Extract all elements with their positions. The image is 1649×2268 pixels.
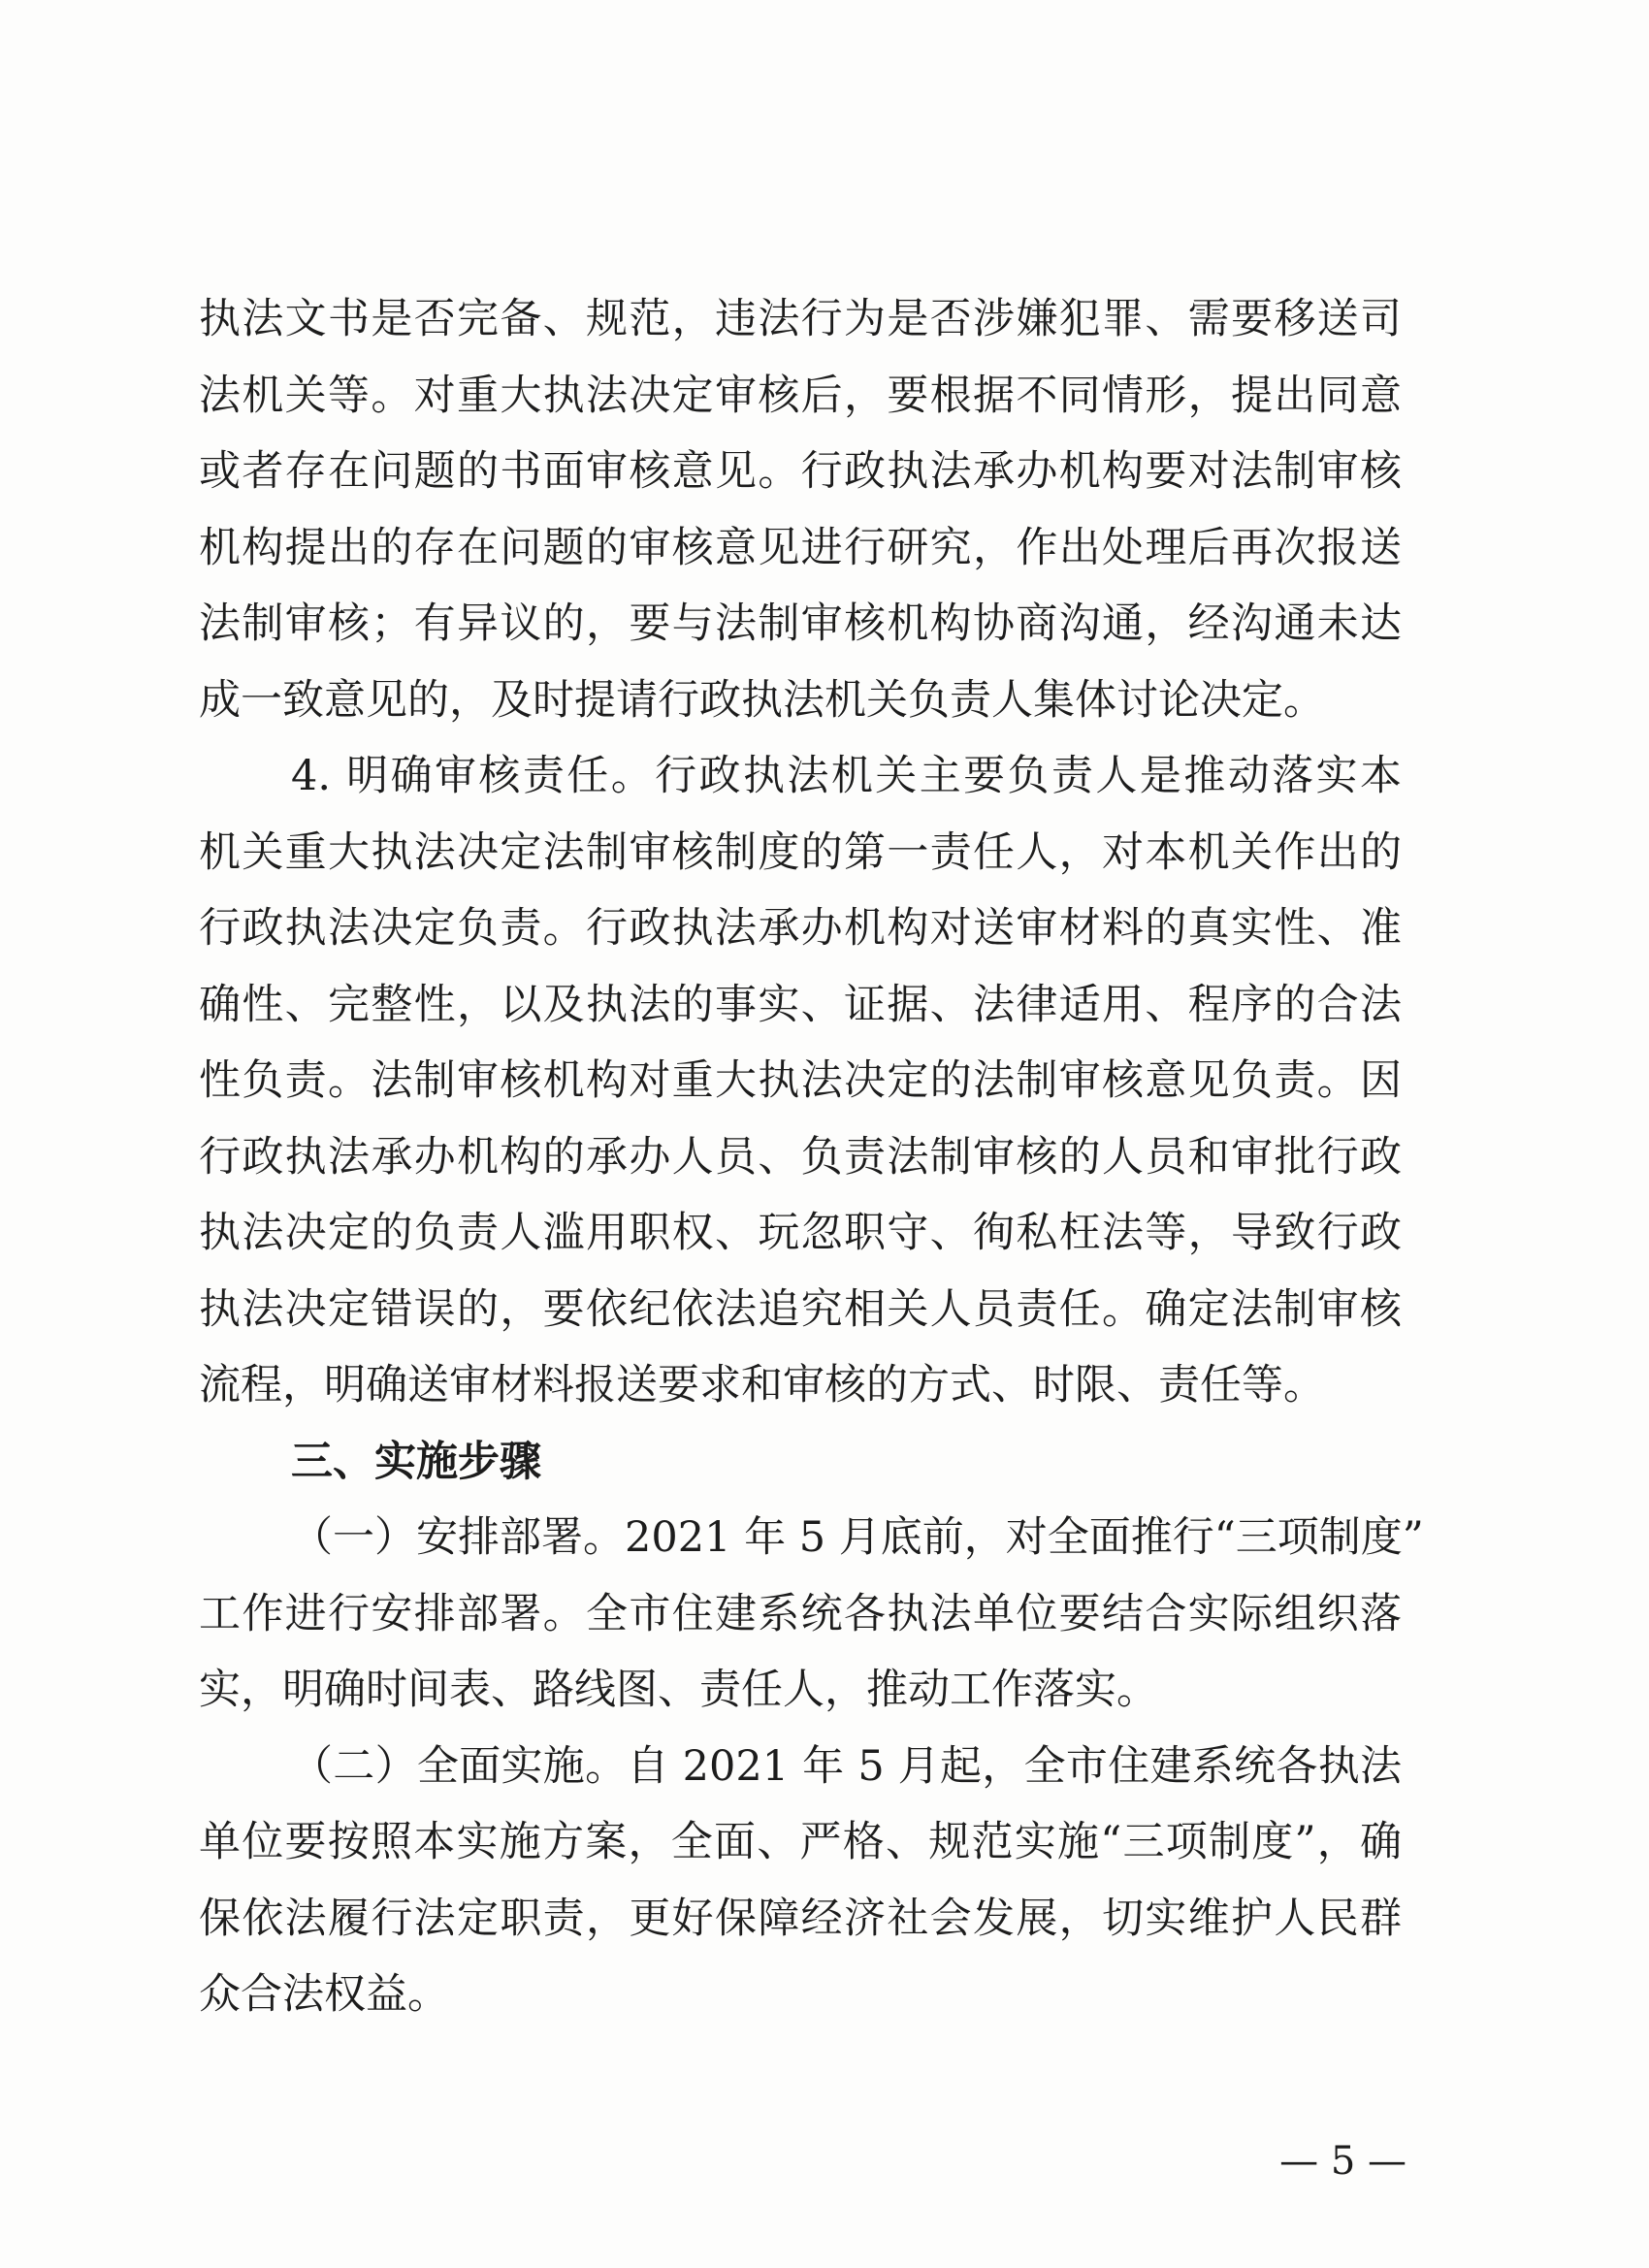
text-line: 实，明确时间表、路线图、责任人，推动工作落实。 xyxy=(199,1666,1158,1714)
text-line: 成一致意见的，及时提请行政执法机关负责人集体讨论决定。 xyxy=(199,675,1325,725)
text-line: 执法决定错误的，要依纪依法追究相关人员责任。确定法制审核 xyxy=(199,1284,1402,1334)
text-line: 执法决定的负责人滥用职权、玩忽职守、徇私枉法等，导致行政 xyxy=(199,1209,1402,1257)
paragraph xyxy=(199,1729,1402,2033)
text-line: 或者存在问题的书面审核意见。行政执法承办机构要对法制审核 xyxy=(199,447,1402,496)
text-line: 流程，明确送审材料报送要求和审核的方式、时限、责任等。 xyxy=(199,1361,1325,1409)
text-line: 三、实施步骤 xyxy=(291,1437,541,1486)
text-line: 工作进行安排部署。全市住建系统各执法单位要结合实际组织落 xyxy=(199,1589,1402,1638)
text-line: 4. 明确审核责任。行政执法机关主要负责人是推动落实本 xyxy=(291,752,1402,800)
text-line: 行政执法承办机构的承办人员、负责法制审核的人员和审批行政 xyxy=(199,1132,1402,1182)
text-line: 保依法履行法定职责，更好保障经济社会发展，切实维护人民群 xyxy=(199,1894,1402,1943)
text-line: 机构提出的存在问题的审核意见进行研究，作出处理后再次报送 xyxy=(199,523,1402,572)
text-line: 性负责。法制审核机构对重大执法决定的法制审核意见负责。因 xyxy=(199,1056,1402,1105)
body-text xyxy=(199,281,1424,2033)
text-line: （一）安排部署。2021 年 5 月底前，对全面推行“三项制度” xyxy=(291,1513,1424,1562)
text-line: 机关重大执法决定法制审核制度的第一责任人，对本机关作出的 xyxy=(199,827,1402,877)
text-line: 法机关等。对重大执法决定审核后，要根据不同情形，提出同意 xyxy=(199,371,1402,420)
text-line: 行政执法决定负责。行政执法承办机构对送审材料的真实性、准 xyxy=(199,904,1402,953)
paragraph xyxy=(199,1500,1424,1729)
text-line: 执法文书是否完备、规范，违法行为是否涉嫌犯罪、需要移送司 xyxy=(199,295,1402,343)
text-line: 法制审核；有异议的，要与法制审核机构协商沟通，经沟通未达 xyxy=(199,599,1402,648)
text-line: 单位要按照本实施方案，全面、严格、规范实施“三项制度”，确 xyxy=(199,1818,1402,1866)
section-heading xyxy=(199,1424,1402,1501)
text-line: 确性、完整性，以及执法的事实、证据、法律适用、程序的合法 xyxy=(199,980,1402,1029)
page-number: — 5 — xyxy=(1279,2139,1406,2184)
paragraph xyxy=(199,738,1402,1424)
text-line: （二）全面实施。自 2021 年 5 月起，全市住建系统各执法 xyxy=(291,1741,1402,1791)
paragraph xyxy=(199,281,1402,738)
text-line: 众合法权益。 xyxy=(199,1970,449,2019)
